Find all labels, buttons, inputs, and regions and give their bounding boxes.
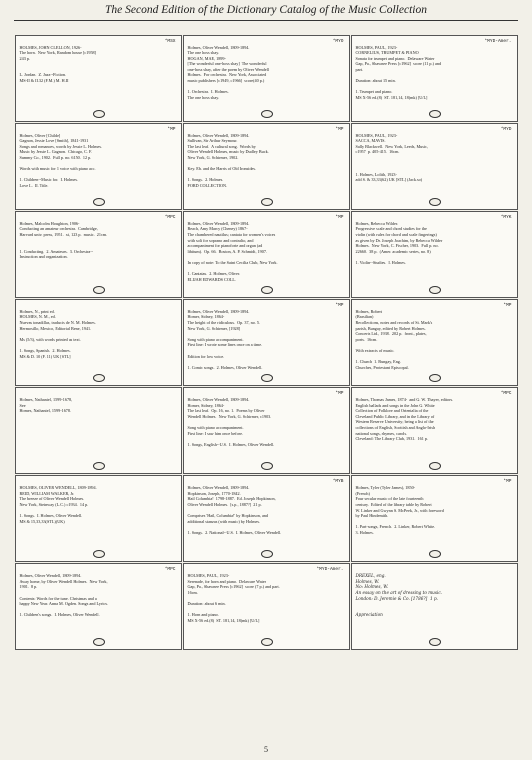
punch-hole-icon [429, 286, 441, 294]
card-text: Holmes, Oliver Wendell, 1809-1894. Hopkinson, Joseph, 1770-1842. Hail Columbia! 1798-1887. Ed. Joseph Hopkinson, Oliver Wendell Holmes. [s.p., 1887?] 21 p. Comprises 'Hail, Columbia!' by Hopkinson, and additional stanzas (with music) by Holmes. 1. Songs. 2. National--U.S. I. Holmes, Oliver Wendell. [187, 485, 282, 535]
catalog-card [183, 35, 350, 122]
punch-hole-icon [93, 110, 105, 118]
punch-hole-icon [261, 110, 273, 118]
catalog-card [351, 475, 518, 562]
catalog-card [351, 299, 518, 386]
catalog-card [183, 299, 350, 386]
header-rule [14, 20, 518, 21]
catalog-card [15, 563, 182, 650]
card-text: Holmes, Oliver Wendell, 1809-1894. Sullivan, Sir Arthur Seymour. The last leaf. A cultural song. Words by Oliver Wendell Holmes, music by Dudley Buck. New York, G. Schirmer, 1902. Key. Eb. and the Harris of Old Ironsides. 1. Songs. 2. Holmes. FORD COLLECTION. [187, 132, 269, 188]
punch-hole-icon [93, 550, 105, 558]
punch-hole-icon [429, 374, 441, 382]
catalog-card [15, 387, 182, 474]
call-number: *MPC [164, 214, 176, 220]
punch-hole-icon [261, 550, 273, 558]
catalog-card [15, 211, 182, 298]
catalog-card [351, 35, 518, 122]
call-number: *MP [335, 302, 344, 308]
catalog-card [15, 35, 182, 122]
call-number: *MPC [164, 567, 176, 573]
punch-hole-icon [93, 286, 105, 294]
catalog-card [15, 475, 182, 562]
punch-hole-icon [429, 550, 441, 558]
card-text: Holmes, Robert (Brasilian) Recollections, notes and records of St. Mark's parish, Bungay, edited by Robert Holmes. Concerts Ltd., 1938. 202 p. front., plates, ports. 16cm. With extracts of music. 1. Church 1. Bungay, Eng. Churches, Protestant Episcopal. [355, 308, 433, 370]
call-number: *MYD [500, 126, 512, 132]
catalog-card [351, 123, 518, 210]
catalog-card [183, 563, 350, 650]
card-grid [14, 34, 518, 739]
punch-hole-icon [261, 286, 273, 294]
card-text: HOLMES, PAUL, 1923- Serenade, for horn and piano. Delaware Water Gap, Pa., Shawnee Press [c1962] score (7 p.) and part. 16cm. Duration: about 6 min. 1. Horn and piano. MS X-56 ed.(8) ST. 181,14, 18(mk) [U/L] [187, 573, 280, 623]
card-text: Holmes, Oliver Wendell, 1809-1894. Away home, by Oliver Wendell Holmes. New York, 1901. 8 p. Contents: Words for the tune. Christmas and a happy New Year. Anna M. Ogden. Songs and Lyrics. 1. Children's songs. I. Holmes, Oliver Wendell. [19, 573, 109, 618]
call-number: *MP [335, 214, 344, 220]
catalog-card [15, 299, 182, 386]
call-number: *MP [335, 391, 344, 396]
call-number: *MP [503, 479, 512, 485]
punch-hole-icon [261, 462, 273, 470]
call-number: *MYD-Amer. [484, 38, 512, 44]
call-number: *MP [335, 126, 344, 132]
call-number: *MYO [332, 38, 344, 44]
page-number: 5 [264, 745, 268, 754]
punch-hole-icon [429, 462, 441, 470]
catalog-card [15, 123, 182, 210]
punch-hole-icon [261, 374, 273, 382]
punch-hole-icon [93, 198, 105, 206]
card-text: HOLMES, PAUL, 1923- SACCA, MAVIS. Sally Blackwell. New York, Leeds, Music, c1957 p. 405-415. 16cm. 1. Holmes, Lolith, 1923- add S. & 33,33(62) UK [STL] (Jack.so) [355, 132, 428, 183]
punch-hole-icon [261, 198, 273, 206]
catalog-card [183, 123, 350, 210]
card-text: Holmes, Oliver Wendell, 1809-1894. Beach, Amy Marcy (Cheney) 1867- The chambered nautilus; cantata for women's voices with soli for soprano and contralto, and accompaniment for pianoforte and organ (ad libitum). Op. 66. Boston, A. P. Schmidt, 1907. In copy of note: To the Saint Cecilia Club, New York. 1. Cantatas. 2. Holmes, Oliver. ELIJAH EDWARDS COLL. [187, 220, 278, 282]
card-text: Holmes, Oliver Wendell, 1809-1894. Homer, Sidney, 1864- The last leaf. Op. 16, no. 1. Poems by Oliver Wendell Holmes. New York, G. Schirmer, c1903. Song with piano accompaniment. First line: I saw him once before. 1. Songs, English--U.S. I. Holmes, Oliver Wendell. [187, 397, 275, 447]
punch-hole-icon [261, 638, 273, 646]
catalog-card [183, 475, 350, 562]
card-text: Holmes, Oliver Wendell, 1809-1894. The one hoss shay. HOGAN, MAE, 1899- [The wonderful one-hoss shay] The wonderful one-hoss shay, after the poem by Oliver Wendell Holmes. For orchestra. New York, Associated music publishers [c1949, c1966] score(40 p.) 1. Orchestra. I. Holmes. The one hoss shay. [187, 44, 269, 100]
call-number: *MP [167, 126, 176, 132]
punch-hole-icon [93, 638, 105, 646]
punch-hole-icon [429, 198, 441, 206]
card-text: HOLMES, JOHN CLELLON, 1926- The horn. New York, Random house [c1958] 243 p. L. Jordan. Z. Jazz--Fiction. MS-II & II.32 (F.M.) M. H.II [19, 44, 97, 84]
call-number: *MYK [500, 214, 512, 220]
card-text: Holmes, Thomas James, 1874- and G. W. Thayer, editors. English ballads and songs in the John G. White Collection of Folklore and Orientalia of the Cleveland Public Library, and in the Library of Western Reserve University; being a list of the collections of English, Scottish and Anglo-Irish national songs, rhymes, carols. Cleveland: The Library Club, 1931. 161 p. [355, 397, 454, 442]
card-text: Holmes, Tyler (Tyler James), 1850- (French) Four secular music of the late fourteenth century. Edited of the library table by Robert W. Linker and Gwynn S. McPeek, Jr., with foreword by Paul Hindemith. 1. Part-songs, French. 2. Linker, Robert White. 3. Holmes. [355, 485, 444, 535]
card-text: Holmes, N., print ed. HOLMES, N. M., ed. Nuevas tonadillas, traducis de N. M. Holmes. Hermosillo, Mexico, Editorial Bene, 1941. Ms (5/3), with words printed as text. 1. Songs, Spanish. 2. Holmes. MS & D. 10 (F. 11) UK [STL] [19, 308, 96, 359]
card-text: Holmes, Oliver [Childe] Gagnon, Jessie Love [Smith], 1841-1931 Songs and romances, words by Jessie L. Holmes. Music by Jessie L. Gagnon. Chicago, C. F. Summy Co., 1902. Full p. no. 6150. 12 p. Words with music for 1 voice with piano acc. 1. Children--Music for. I. Holmes. Love L. II. Title. [19, 132, 103, 188]
catalog-card [183, 387, 350, 474]
catalog-card [351, 563, 518, 650]
call-number: *MYB [332, 479, 344, 485]
catalog-card [351, 387, 518, 474]
card-text: Holmes, Rebecca Wilder. Progressive scale and chord studies for the violin (with rules for chord and scale fingerings) as given by Dr. Joseph Joachim, by Rebecca Wilder Holmes. New York, C. Fischer, 1903. Full p. no. 22660. 38 p. (Amer. academic series, no. 8) 1. Violin--Studies. I. Holmes. [355, 220, 443, 265]
call-number: *MP [503, 302, 512, 308]
catalog-card [183, 211, 350, 298]
card-text: HOLMES, OLIVER WENDELL, 1809-1894. REID, WILLIAM WALKER, Jr. The breeze of Oliver Wendell Holmes. New York, Steinway (L.C.) c1934. 14 p. 1. Songs. I. Holmes, Oliver Wendell. MS & 15,33,33(STL)(UK) [19, 485, 97, 524]
call-number: *MSX [164, 38, 176, 44]
card-text: Holmes, Nathaniel, 1599-1678, See Homes, Nathaniel, 1599-1678. [19, 397, 73, 414]
punch-hole-icon [93, 374, 105, 382]
card-text: Holmes, Malcolm Houghton, 1906- Conducting an amateur orchestra. Cambridge, Harvard univ. press, 1951. xi, 123 p. music. 21cm. 1. Conducting. 2. Amateurs. 3. Orchestra-- Instruction and organization. [19, 220, 108, 260]
card-text: HOLMES, PAUL, 1923- CORNELIUS, TRUMPET & PIANO Sonata for trumpet and piano. Delaware Water Gap, Pa., Shawnee Press [c1962] score (11 p.) and part. Duration: about 15 min. 1. Trumpet and piano. MS X-56 ed.(8) ST. 181,14, 18(mk) [U/L] [355, 44, 442, 100]
catalog-card [351, 211, 518, 298]
punch-hole-icon [429, 110, 441, 118]
punch-hole-icon [93, 462, 105, 470]
call-number: *MYD-Amer. [316, 567, 344, 573]
call-number: *MPC [500, 391, 512, 396]
punch-hole-icon [429, 638, 441, 646]
card-text: DREXEL, eng. Holmes, W. No: Holmes, W. An essay on the art of dressing to music. London: D. Jeremie & Co. [1786?] 1 p. Appreciation [355, 573, 443, 618]
card-text: Holmes, Oliver Wendell, 1809-1894. Homer, Sidney, 1864- The height of the ridiculous. Op. 37, no. 5. New York, G. Schirmer, [1928] Song with piano accompaniment. First line: I wrote some lines once on a time. Edition for low voice. 1. Comic songs. 2. Holmes, Oliver Wendell. [187, 308, 263, 370]
page-header: The Second Edition of the Dictionary Catalog of the Music Collection [105, 4, 427, 16]
